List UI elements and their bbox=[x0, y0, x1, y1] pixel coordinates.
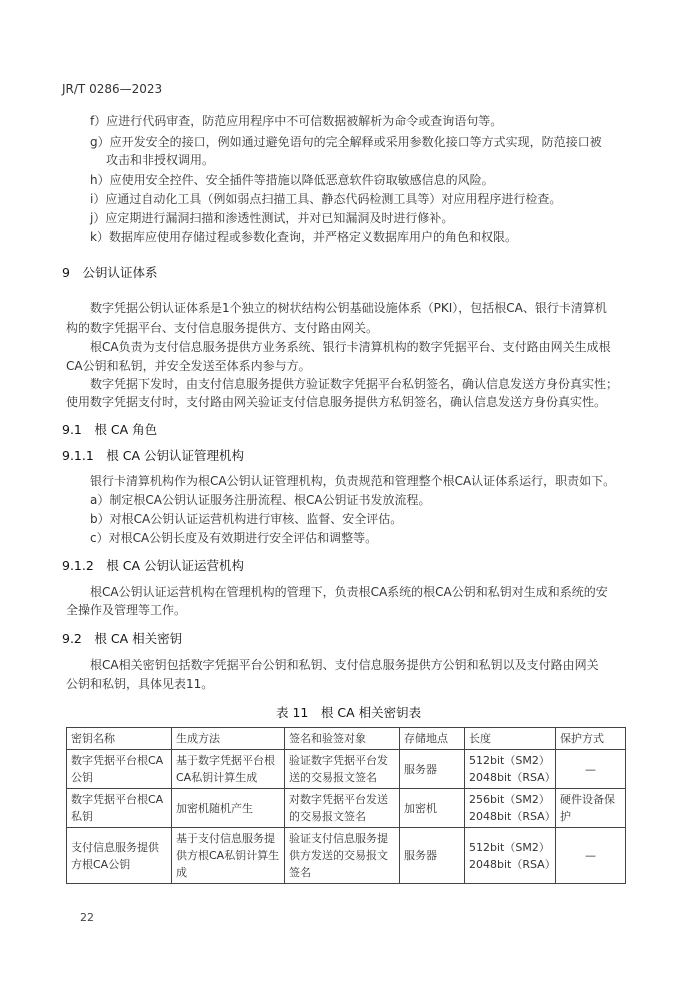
list-item-k: k）数据库应使用存储过程或参数化查询，并严格定义数据库用户的角色和权限。 bbox=[90, 230, 517, 244]
cell-generation-method: 基于支付信息服务提供方根CA私钥计算生成 bbox=[172, 828, 285, 884]
duty-item-c: c）对根CA公钥长度及有效期进行安全评估和调整等。 bbox=[90, 531, 378, 545]
duty-item-a: a）制定根CA公钥认证服务注册流程、根CA公钥证书发放流程。 bbox=[90, 493, 431, 507]
list-item-g-cont: 攻击和非授权调用。 bbox=[106, 153, 215, 167]
list-item-f: f）应进行代码审查，防范应用程序中不可信数据被解析为命令或查询语句等。 bbox=[90, 114, 503, 128]
section-9-para2-line2: CA公钥和私钥，并安全发送至体系内参与方。 bbox=[66, 359, 311, 373]
col-header-storage: 存储地点 bbox=[400, 728, 465, 750]
table-row bbox=[67, 828, 626, 884]
section-9-heading: 9 公钥认证体系 bbox=[62, 265, 158, 280]
col-header-generation-method: 生成方法 bbox=[172, 728, 285, 750]
section-9-para3-line2: 使用数字凭据支付时，支付路由网关验证支付信息服务提供方私钥签名，确认信息发送方身份真实性。 bbox=[66, 395, 607, 409]
section-9-para1-line1: 数字凭据公钥认证体系是1个独立的树状结构公钥基础设施体系（PKI），包括根CA、银行卡清算机 bbox=[90, 301, 607, 315]
cell-key-name: 数字凭据平台根CA私钥 bbox=[67, 789, 172, 828]
table-header-row bbox=[67, 728, 626, 750]
cell-length bbox=[465, 750, 556, 789]
table-row bbox=[67, 789, 626, 828]
cell-storage: 服务器 bbox=[400, 828, 465, 884]
length-rsa: 2048bit（RSA） bbox=[469, 771, 556, 784]
section-9-1-1-intro: 银行卡清算机构作为根CA公钥认证管理机构，负责规范和管理整个根CA认证体系运行，职责如下。 bbox=[90, 474, 616, 488]
section-9-para1-line2: 构的数字凭据平台、支付信息服务提供方、支付路由网关。 bbox=[66, 321, 379, 335]
section-9-1-2-para-line1: 根CA公钥认证运营机构在管理机构的管理下，负责根CA系统的根CA公钥和私钥对生成和系统的安 bbox=[90, 585, 608, 599]
col-header-sign-object: 签名和验签对象 bbox=[285, 728, 400, 750]
duty-item-b: b）对根CA公钥认证运营机构进行审核、监督、安全评估。 bbox=[90, 512, 403, 526]
table-row bbox=[67, 750, 626, 789]
cell-protection: — bbox=[556, 828, 626, 884]
list-item-i: i）应通过自动化工具（例如弱点扫描工具、静态代码检测工具等）对应用程序进行检查。 bbox=[90, 192, 562, 206]
cell-protection: — bbox=[556, 750, 626, 789]
length-sm2: 256bit（SM2） bbox=[469, 793, 550, 806]
section-9-para2-line1: 根CA负责为支付信息服务提供方业务系统、银行卡清算机构的数字凭据平台、支付路由网关生成根 bbox=[90, 340, 611, 354]
cell-sign-object: 验证数字凭据平台发送的交易报文签名 bbox=[285, 750, 400, 789]
list-item-h: h）应使用安全控件、安全插件等措施以降低恶意软件窃取敏感信息的风险。 bbox=[90, 173, 494, 187]
section-9-2-heading: 9.2 根 CA 相关密钥 bbox=[62, 631, 183, 646]
document-id: JR/T 0286—2023 bbox=[62, 82, 163, 96]
length-rsa: 2048bit（RSA） bbox=[469, 810, 556, 823]
cell-storage: 加密机 bbox=[400, 789, 465, 828]
cell-key-name: 数字凭据平台根CA公钥 bbox=[67, 750, 172, 789]
list-item-g: g）应开发安全的接口，例如通过避免语句的完全解释或采用参数化接口等方式实现，防范接口被 bbox=[90, 135, 602, 149]
section-9-1-2-heading: 9.1.2 根 CA 公钥认证运营机构 bbox=[62, 558, 245, 573]
length-sm2: 512bit（SM2） bbox=[469, 754, 550, 767]
cell-protection: 硬件设备保护 bbox=[556, 789, 626, 828]
section-9-2-para-line2: 公钥和私钥，具体见表11。 bbox=[66, 677, 214, 691]
section-9-1-heading: 9.1 根 CA 角色 bbox=[62, 422, 158, 437]
cell-generation-method: 基于数字凭据平台根CA私钥计算生成 bbox=[172, 750, 285, 789]
section-9-1-2-para-line2: 全操作及管理等工作。 bbox=[66, 603, 187, 617]
cell-length bbox=[465, 789, 556, 828]
section-9-2-para-line1: 根CA相关密钥包括数字凭据平台公钥和私钥、支付信息服务提供方公钥和私钥以及支付路由网关 bbox=[90, 658, 599, 672]
length-rsa: 2048bit（RSA） bbox=[469, 857, 556, 871]
table-caption: 表 11 根 CA 相关密钥表 bbox=[276, 705, 422, 720]
keys-table bbox=[66, 727, 626, 884]
section-9-1-1-heading: 9.1.1 根 CA 公钥认证管理机构 bbox=[62, 448, 245, 463]
col-header-length: 长度 bbox=[465, 728, 556, 750]
cell-key-name: 支付信息服务提供方根CA公钥 bbox=[67, 828, 172, 884]
col-header-key-name: 密钥名称 bbox=[67, 728, 172, 750]
cell-sign-object: 验证支付信息服务提供方发送的交易报文签名 bbox=[285, 828, 400, 884]
cell-length bbox=[465, 828, 556, 884]
section-9-para3-line1: 数字凭据下发时，由支付信息服务提供方验证数字凭据平台私钥签名，确认信息发送方身份真实性； bbox=[90, 377, 619, 391]
col-header-protection: 保护方式 bbox=[556, 728, 626, 750]
page-number: 22 bbox=[80, 911, 94, 924]
cell-generation-method: 加密机随机产生 bbox=[172, 789, 285, 828]
cell-sign-object: 对数字凭据平台发送的交易报文签名 bbox=[285, 789, 400, 828]
cell-storage: 服务器 bbox=[400, 750, 465, 789]
length-sm2: 512bit（SM2） bbox=[469, 840, 550, 854]
list-item-j: j）应定期进行漏洞扫描和渗透性测试，并对已知漏洞及时进行修补。 bbox=[90, 211, 454, 225]
